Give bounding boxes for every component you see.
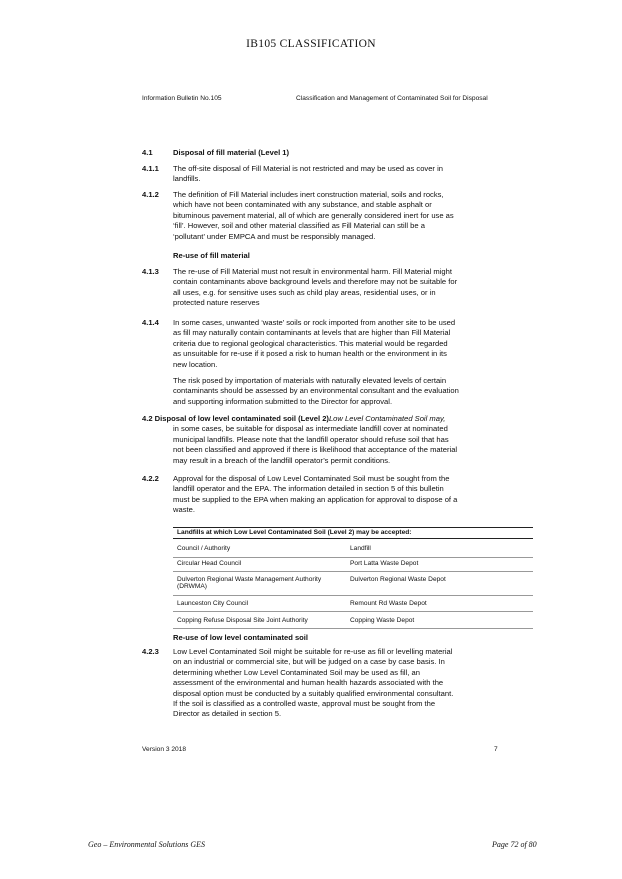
section-4-2-2-number: 4.2.2 [142,474,159,483]
table-header-landfill: Landfill [350,545,371,552]
text-line: bituminous pavement material, all of which are generally considered inert for use as [173,210,454,220]
table-cell: Dulverton Regional Waste Depot [350,576,446,583]
text-line: as fill may naturally contain contaminants at levels that are higher than Fill Material [173,328,451,338]
section-4-1-1-number: 4.1.1 [142,164,159,173]
text-line: determining whether Low Level Contaminated Soil may be used as fill, an [173,667,420,677]
text-line: all uses, e.g. for sensitive uses such as child play areas, residential uses, or in [173,287,436,297]
bulletin-subject: Classification and Management of Contaminated Soil for Disposal [296,95,488,102]
text-line: landfill operator and the EPA. The information detailed in section 5 of this bulletin [173,484,444,494]
text-line: In some cases, unwanted ‘waste’ soils or rock imported from another site to be used [173,318,456,327]
text-line: protected nature reserves [173,298,260,308]
document-title: IB105 CLASSIFICATION [246,38,376,50]
text-line: may result in a breach of the landfill operator’s permit conditions. [173,455,391,465]
text-line: new location. [173,359,218,369]
reuse-llcs-heading: Re-use of low level contaminated soil [173,633,309,642]
text-line: If the soil is classified as a controlled waste, approval must be sought from the [173,699,436,709]
text-line: contain contaminants above background levels and therefore may not be suitable for [173,277,458,287]
section-4-1-2-text [173,190,533,242]
table-cell: Copping Refuse Disposal Site Joint Authority [177,617,308,624]
text-line: ‘fill’. However, soil and other material classified as Fill Material can still be a [173,221,425,231]
table-rule [173,611,533,612]
section-4-2-title: 4.2 Disposal of low level contaminated soil (Level 2) [142,414,329,423]
text-line: contaminants should be assessed by an environmental consultant and the evaluation [173,386,459,396]
section-4-1-4-continuation [173,376,533,407]
text-line: The off-site disposal of Fill Material is not restricted and may be used as cover in [173,164,443,173]
text-line: ‘pollutant’ under EMPCA and must be responsibly managed. [173,231,376,241]
section-4-1-3-text [173,267,533,309]
bulletin-number: Information Bulletin No.105 [142,95,222,102]
section-4-2-2-text [173,474,533,516]
text-line: on an industrial or commercial site, but will be judged on a case by case basis. In [173,657,445,667]
reuse-fill-heading: Re-use of fill material [173,251,250,260]
text-line: landfills. [173,174,201,184]
section-4-1-2-number: 4.1.2 [142,190,159,199]
text-line: municipal landfills. Please note that the landfill operator should refuse soil that has [173,434,449,444]
page-counter: Page 72 of 80 [492,840,537,849]
table-cell: Port Latta Waste Depot [350,560,419,567]
version-label: Version 3 2018 [142,746,186,753]
table-rule [173,595,533,596]
text-line: The re-use of Fill Material must not result in environmental harm. Fill Material might [173,267,452,276]
section-4-1-title: Disposal of fill material (Level 1) [173,148,290,157]
text-line: and supporting information submitted to the Director for approval. [173,396,393,406]
section-4-1-3-number: 4.1.3 [142,267,159,276]
text-line: Director as detailed in section 5. [173,709,282,719]
text-line: not been classified and approved if there is likelihood that acceptance of the material [173,445,458,455]
table-caption-rule [173,538,533,539]
table-cell: Launceston City Council [177,600,249,607]
table-bottom-rule [173,628,533,629]
text-line: The risk posed by importation of materials with naturally elevated levels of certain [173,376,447,385]
table-cell: Copping Waste Depot [350,617,415,624]
section-4-1-4-number: 4.1.4 [142,318,159,327]
text-line: disposal option must be conducted by a suitably qualified environmental consultant. [173,688,454,698]
text-line: Low Level Contaminated Soil might be suitable for re-use as fill or levelling material [173,647,453,656]
table-cell: Remount Rd Waste Depot [350,600,427,607]
text-line: as unsuitable for re-use if it posed a risk to human health or the environment in its [173,349,447,359]
text-line: which have not been contaminated with any substance, and stable asphalt or [173,200,432,210]
text-line: in some cases, be suitable for disposal as intermediate landfill cover at nominated [173,424,448,434]
section-4-1-1-text [173,164,533,185]
section-4-2-text [173,424,533,466]
text-line: Approval for the disposal of Low Level Contaminated Soil must be sought from the [173,474,450,483]
table-cell: Circular Head Council [177,560,242,567]
text-line: criteria due to regional geological characteristics. This material would be regarded [173,338,448,348]
section-4-2-3-number: 4.2.3 [142,647,159,656]
section-4-2-heading-line [142,414,533,424]
table-header-council: Council / Authority [177,545,231,552]
table-rule [173,557,533,558]
text-line: waste. [173,505,195,515]
table-top-rule [173,527,533,528]
section-4-1-number: 4.1 [142,148,153,157]
section-4-2-3-text [173,647,533,720]
text-line: must be supplied to the EPA when making an application for approval to dispose of a [173,494,458,504]
table-cell: Dulverton Regional Waste Management Authority (DRWMA) [177,576,322,590]
section-4-2-lead: Low Level Contaminated Soil may, [328,414,446,423]
text-line: The definition of Fill Material includes inert construction material, soils and rocks, [173,190,444,199]
table-rule [173,571,533,572]
text-line: assessment of the environmental and human health hazards associated with the [173,678,444,688]
bulletin-page-number: 7 [494,746,498,753]
company-footer: Geo – Environmental Solutions GES [88,840,206,849]
section-4-1-4-text [173,318,533,370]
